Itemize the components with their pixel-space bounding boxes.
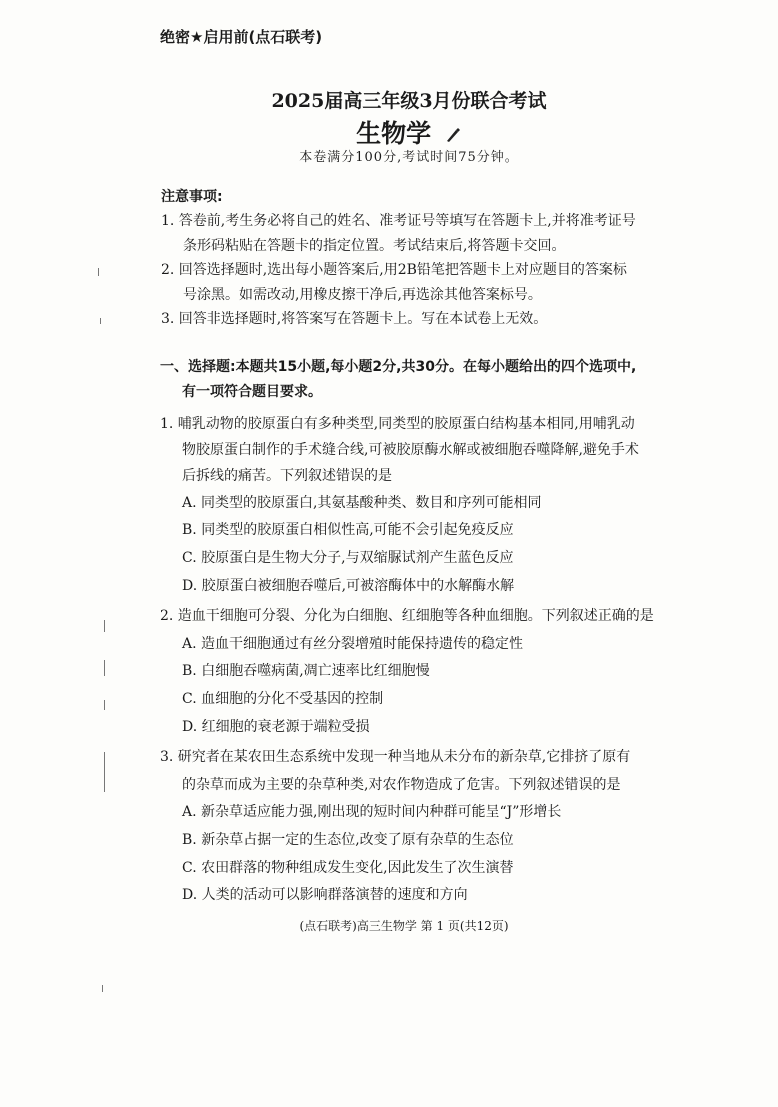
question-1-option-c: C. 胶原蛋白是生物大分子,与双缩脲试剂产生蓝色反应 — [182, 550, 514, 566]
scan-mark — [104, 752, 105, 792]
notice-heading: 注意事项: — [161, 189, 223, 205]
question-1-stem-line3: 后拆线的痛苦。下列叙述错误的是 — [182, 468, 392, 484]
question-2-option-b: B. 白细胞吞噬病菌,凋亡速率比红细胞慢 — [182, 663, 430, 679]
notice-item-1-line2: 条形码粘贴在答题卡的指定位置。考试结束后,将答题卡交回。 — [183, 238, 566, 254]
question-1-option-d: D. 胶原蛋白被细胞吞噬后,可被溶酶体中的水解酶水解 — [182, 578, 515, 594]
question-1-stem-line1: 1. 哺乳动物的胶原蛋白有多种类型,同类型的胶原蛋白结构基本相同,用哺乳动 — [160, 416, 635, 432]
subject-text: 生物学 — [356, 119, 432, 148]
score-note: 本卷满分100分,考试时间75分钟。 — [299, 150, 519, 165]
question-2-option-a: A. 造血干细胞通过有丝分裂增殖时能保持遗传的稳定性 — [182, 636, 524, 652]
question-2-stem-line1: 2. 造血干细胞可分裂、分化为白细胞、红细胞等各种血细胞。下列叙述正确的是 — [160, 608, 654, 624]
scan-mark — [100, 318, 101, 324]
secret-label: 绝密★启用前(点石联考) — [160, 28, 323, 46]
notice-item-2-line2: 号涂黑。如需改动,用橡皮擦干净后,再选涂其他答案标号。 — [183, 287, 542, 303]
scan-mark — [102, 985, 103, 992]
question-2-option-c: C. 血细胞的分化不受基因的控制 — [182, 691, 384, 707]
question-1-option-b: B. 同类型的胶原蛋白相似性高,可能不会引起免疫反应 — [182, 522, 514, 538]
question-3-option-d: D. 人类的活动可以影响群落演替的速度和方向 — [182, 887, 468, 903]
subject-title — [0, 114, 778, 150]
notice-item-2-line1: 2. 回答选择题时,选出每小题答案后,用2B铅笔把答题卡上对应题目的答案标 — [161, 262, 627, 278]
question-1-stem-line2: 物胶原蛋白制作的手术缝合线,可被胶原酶水解或被细胞吞噬降解,避免手术 — [182, 442, 639, 458]
question-3-option-c: C. 农田群落的物种组成发生变化,因此发生了次生演替 — [182, 860, 514, 876]
section-heading-line1: 一、选择题:本题共15小题,每小题2分,共30分。在每小题给出的四个选项中, — [160, 359, 637, 375]
question-2-option-d: D. 红细胞的衰老源于端粒受损 — [182, 719, 370, 735]
question-3-stem-line1: 3. 研究者在某农田生态系统中发现一种当地从未分布的新杂草,它排挤了原有 — [160, 749, 631, 765]
question-3-option-a: A. 新杂草适应能力强,刚出现的短时间内种群可能呈“J”形增长 — [182, 804, 562, 820]
page-footer: (点石联考)高三生物学 第 1 页(共12页) — [299, 919, 509, 933]
scan-mark — [98, 268, 99, 276]
notice-item-3-line1: 3. 回答非选择题时,将答案写在答题卡上。写在本试卷上无效。 — [161, 311, 548, 327]
scan-mark — [104, 660, 105, 676]
scan-mark — [104, 620, 105, 632]
section-heading-line2: 有一项符合题目要求。 — [182, 384, 322, 400]
question-1-option-a: A. 同类型的胶原蛋白,其氨基酸种类、数目和序列可能相同 — [182, 495, 542, 511]
scan-mark — [104, 700, 105, 710]
question-3-stem-line2: 的杂草而成为主要的杂草种类,对农作物造成了危害。下列叙述错误的是 — [182, 777, 621, 793]
exam-title: 2025届高三年级3月份联合考试 — [271, 90, 547, 112]
notice-item-1-line1: 1. 答卷前,考生务必将自己的姓名、准考证号等填写在答题卡上,并将准考证号 — [161, 213, 636, 229]
question-3-option-b: B. 新杂草占据一定的生态位,改变了原有杂草的生态位 — [182, 832, 514, 848]
